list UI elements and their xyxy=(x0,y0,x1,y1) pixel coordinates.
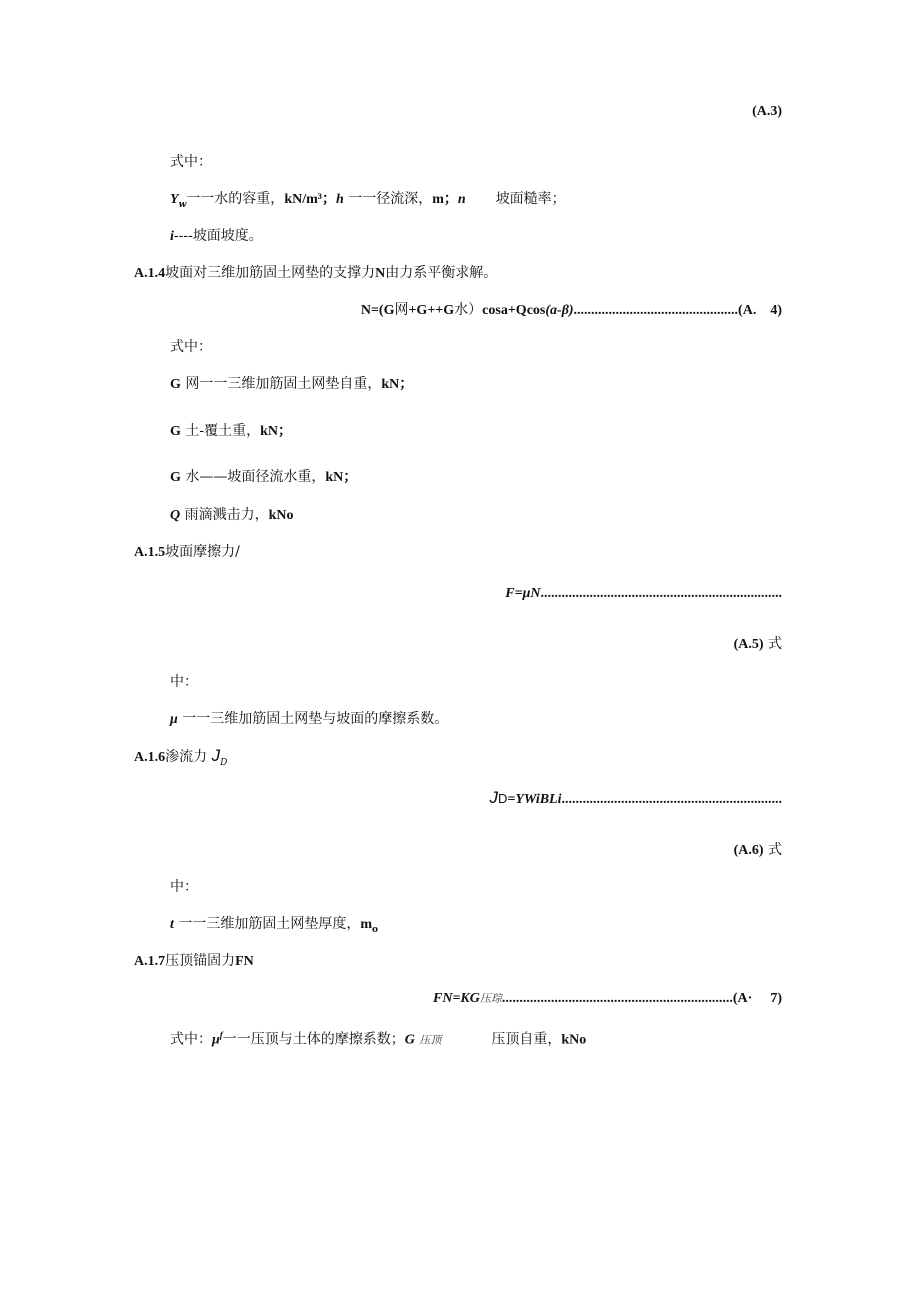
def-mu: μ 一一三维加筋固土网垫与坡面的摩擦系数。 xyxy=(170,711,449,727)
def-slope: i----坡面坡度。 xyxy=(170,228,263,244)
equation-a6: JD=YWiBLi............................................................... xyxy=(489,788,782,807)
where-label-4: 中： xyxy=(170,879,198,895)
def-t-thickness: t 一一三维加筋固土网垫厚度，$m_o$ xyxy=(170,916,379,935)
equation-a7: FN=KG压琮..................................................................(A· 7) xyxy=(433,991,782,1006)
def-g-water: G 水——坡面径流水重，kN； xyxy=(170,469,358,485)
equation-a4: N=(G网+G++G水）cosa+Qcos(a-β)...............................................(A. 4) xyxy=(360,302,782,318)
def-mu-f-g-top: 式中：$\mu^f$一一压顶与土体的摩擦系数；G 压顶 压顶自重，kNo xyxy=(170,1030,587,1048)
section-a15-heading: A.1.5坡面摩擦力/ xyxy=(134,544,240,560)
equation-number-a6: (A.6) 式 xyxy=(733,842,782,858)
def-g-net: G 网一一三维加筋固土网垫自重，kN； xyxy=(170,376,414,392)
equation-a5: F=μN..................................................................... xyxy=(505,586,782,601)
def-g-soil: G 土-覆土重，kN； xyxy=(170,423,292,439)
def-water-depth-roughness: $Y_w$一一水的容重，kN/m³；h 一一径流深，m；n 坡面糙率； xyxy=(170,191,566,210)
where-label-3: 中： xyxy=(170,674,198,690)
section-a14-heading: A.1.4坡面对三维加筋固土网垫的支撑力N由力系平衡求解。 xyxy=(134,265,498,281)
where-label-2: 式中： xyxy=(170,339,212,355)
equation-number-a5: (A.5) 式 xyxy=(733,636,782,652)
section-a17-heading: A.1.7压顶锚固力FN xyxy=(134,953,254,969)
def-q-rain: Q 雨滴溅击力，kNo xyxy=(170,507,294,523)
equation-number-a3: (A.3) xyxy=(752,104,782,119)
section-a16-heading: A.1.6渗流力 $J_D$ xyxy=(134,746,228,768)
where-label: 式中： xyxy=(170,154,212,170)
